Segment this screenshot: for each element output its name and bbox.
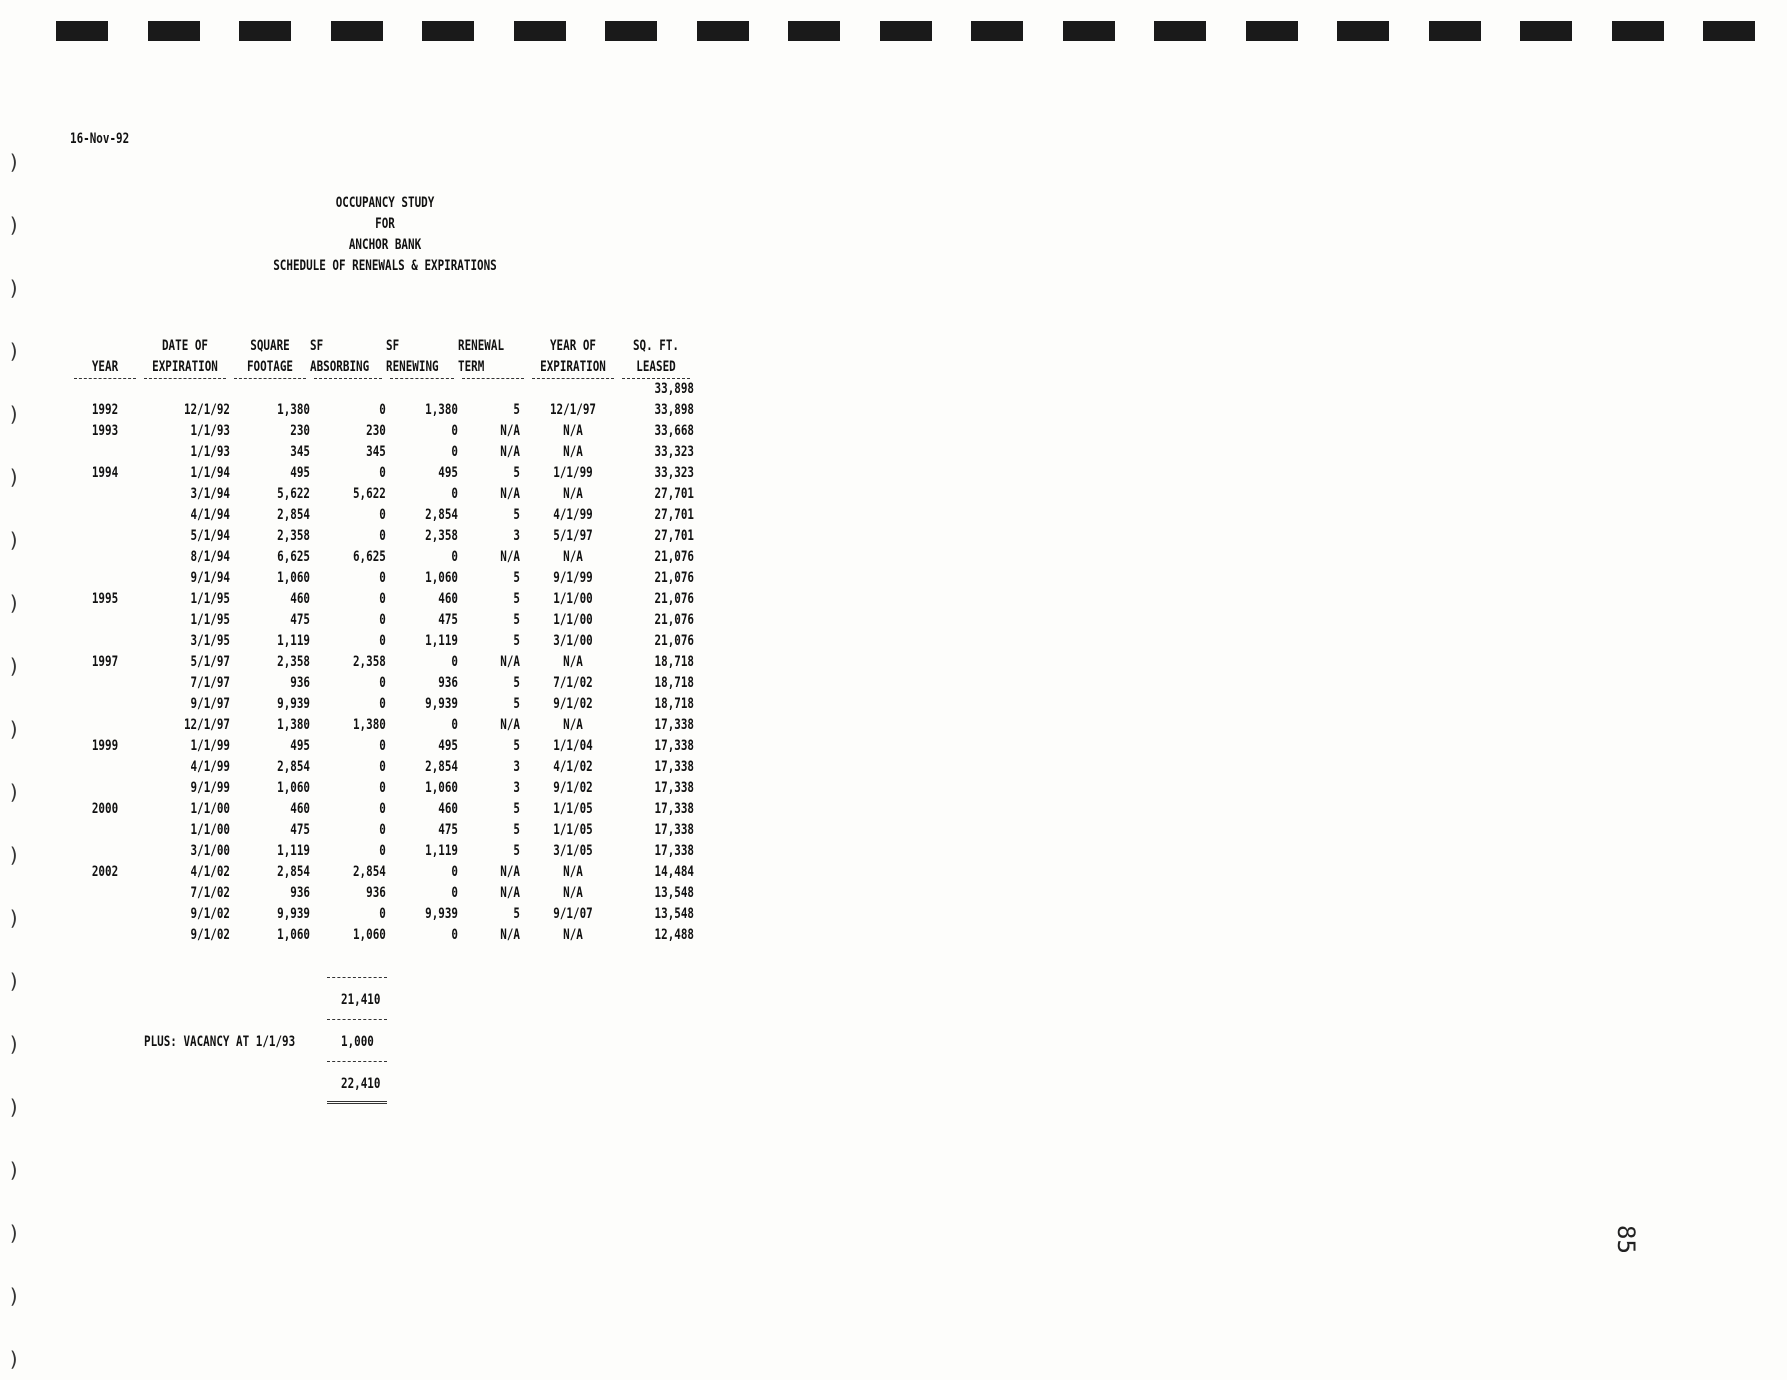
sf-renewing-cell: 1,119	[424, 843, 458, 859]
sf-absorbing-cell: 0	[379, 675, 386, 691]
sq-ft-leased-cell: 17,338	[654, 801, 694, 817]
square-footage-cell: 230	[290, 423, 310, 439]
sf-renewing-cell: 0	[451, 864, 458, 880]
renewal-term-cell: N/A	[500, 654, 520, 670]
sf-renewing-cell: 9,939	[424, 696, 458, 712]
square-footage-cell: 1,119	[277, 633, 310, 649]
table-row	[70, 736, 694, 757]
square-footage-cell: 495	[290, 465, 310, 481]
date-of-expiration-cell: 1/1/93	[190, 423, 230, 439]
sq-ft-leased-cell: 27,701	[654, 507, 694, 523]
vacancy-label: PLUS: VACANCY AT 1/1/93	[144, 1034, 296, 1050]
sf-renewing-cell: 936	[438, 675, 458, 691]
year-cell: 1994	[91, 465, 119, 481]
sf-absorbing-cell: 936	[366, 885, 386, 901]
year-cell: 1999	[91, 738, 119, 754]
table-row	[70, 505, 694, 526]
renewal-term-cell: N/A	[500, 885, 520, 901]
date-of-expiration-cell: 9/1/99	[190, 780, 230, 796]
binder-hole	[1703, 21, 1755, 41]
binder-holes	[0, 0, 1787, 60]
grand-total-double-rule	[327, 1101, 387, 1104]
year-of-expiration-cell: 4/1/02	[553, 759, 593, 775]
renewal-term-cell: 3	[513, 759, 520, 775]
binder-hole	[1154, 21, 1206, 41]
punch-mark: )	[8, 150, 21, 174]
year-cell: 1995	[91, 591, 119, 607]
table-row	[70, 778, 694, 799]
table-row	[70, 715, 694, 736]
vacancy-rule	[327, 1061, 387, 1062]
square-footage-cell: 2,854	[277, 507, 310, 523]
year-of-expiration-cell: N/A	[562, 927, 583, 943]
table-row	[70, 610, 694, 631]
year-of-expiration-cell: N/A	[562, 654, 583, 670]
binder-hole	[880, 21, 932, 41]
renewal-term-cell: 3	[513, 528, 520, 544]
binder-hole	[971, 21, 1023, 41]
sf-absorbing-cell: 0	[379, 906, 386, 922]
table-row	[70, 883, 694, 904]
punch-mark: )	[8, 276, 21, 300]
year-of-expiration-cell: 3/1/00	[553, 633, 593, 649]
date-of-expiration-cell: 1/1/95	[190, 612, 230, 628]
punch-mark: )	[8, 906, 21, 930]
sf-renewing-cell: 1,119	[424, 633, 458, 649]
table-row	[70, 799, 694, 820]
year-of-expiration-cell: 9/1/02	[553, 780, 593, 796]
sf-absorbing-cell: 0	[379, 528, 386, 544]
square-footage-cell: 936	[290, 675, 310, 691]
year-of-expiration-cell: N/A	[562, 486, 583, 502]
title-line: FOR	[375, 216, 395, 232]
binder-hole	[788, 21, 840, 41]
square-footage-cell: 475	[290, 612, 310, 628]
sf-absorbing-cell: 1,060	[352, 927, 386, 943]
sf-renewing-cell: 460	[438, 801, 458, 817]
sq-ft-leased-cell: 12,488	[654, 927, 694, 943]
table-row	[70, 694, 694, 715]
sf-absorbing-cell: 0	[379, 591, 386, 607]
header-row-1	[70, 336, 694, 357]
sf-absorbing-cell: 345	[366, 444, 386, 460]
sq-ft-leased-cell: 17,338	[654, 843, 694, 859]
date-of-expiration-cell: 1/1/95	[190, 591, 230, 607]
year-of-expiration-cell: N/A	[562, 864, 583, 880]
renewal-term-cell: N/A	[500, 864, 520, 880]
sf-absorbing-cell: 2,358	[352, 654, 386, 670]
date-of-expiration-cell: 3/1/95	[190, 633, 230, 649]
punch-mark: )	[8, 465, 21, 489]
sq-ft-leased-cell: 33,323	[654, 465, 694, 481]
sf-absorbing-cell: 0	[379, 465, 386, 481]
sf-absorbing-cell: 0	[379, 843, 386, 859]
table-row	[70, 589, 694, 610]
renewal-term-cell: 5	[513, 612, 520, 628]
subtotal-rule-2	[327, 1019, 387, 1020]
sq-ft-leased-cell: 14,484	[654, 864, 694, 880]
renewal-term-cell: 5	[513, 591, 520, 607]
vacancy-value: 1,000	[341, 1034, 374, 1050]
date-of-expiration-cell: 7/1/97	[190, 675, 230, 691]
sf-renewing-cell: 1,060	[424, 780, 458, 796]
year-of-expiration-cell: 1/1/04	[553, 738, 593, 754]
binder-hole	[1429, 21, 1481, 41]
subtotal-value: 21,410	[341, 992, 381, 1008]
year-of-expiration-cell: 9/1/07	[553, 906, 593, 922]
sf-renewing-cell: 0	[451, 654, 458, 670]
col-header: SF	[310, 338, 324, 354]
sq-ft-leased-cell: 13,548	[654, 885, 694, 901]
col-header: SQUARE	[250, 338, 290, 354]
square-footage-cell: 1,380	[277, 717, 310, 733]
col-header: TERM	[457, 359, 485, 375]
sf-renewing-cell: 0	[451, 444, 458, 460]
date-of-expiration-cell: 1/1/00	[190, 801, 230, 817]
punch-mark: )	[8, 528, 21, 552]
square-footage-cell: 2,358	[277, 528, 310, 544]
sf-renewing-cell: 2,854	[424, 507, 458, 523]
sf-absorbing-cell: 0	[379, 780, 386, 796]
punch-mark: )	[8, 1032, 21, 1056]
renewal-term-cell: 5	[513, 675, 520, 691]
sq-ft-leased-cell: 27,701	[654, 486, 694, 502]
report-title	[220, 193, 550, 277]
page-number: 85	[1612, 1225, 1640, 1254]
binder-hole	[1063, 21, 1115, 41]
renewal-term-cell: 5	[513, 738, 520, 754]
binder-hole	[239, 21, 291, 41]
punch-mark: )	[8, 654, 21, 678]
renewal-term-cell: N/A	[500, 927, 520, 943]
date-of-expiration-cell: 9/1/02	[190, 906, 230, 922]
table-row	[70, 421, 694, 442]
sf-absorbing-cell: 2,854	[352, 864, 386, 880]
sq-ft-leased-cell: 33,323	[654, 444, 694, 460]
binder-hole	[1337, 21, 1389, 41]
year-of-expiration-cell: 1/1/99	[553, 465, 593, 481]
table-row	[70, 925, 694, 946]
punch-mark: )	[8, 1158, 21, 1182]
col-header: SQ. FT.	[632, 338, 679, 354]
sq-ft-leased-cell: 17,338	[654, 717, 694, 733]
square-footage-cell: 1,380	[277, 402, 310, 418]
square-footage-cell: 6,625	[277, 549, 310, 565]
sf-renewing-cell: 1,380	[424, 402, 458, 418]
sf-absorbing-cell: 0	[379, 801, 386, 817]
renewal-term-cell: 5	[513, 570, 520, 586]
year-of-expiration-cell: N/A	[562, 717, 583, 733]
date-of-expiration-cell: 3/1/00	[190, 843, 230, 859]
renewal-term-cell: N/A	[500, 423, 520, 439]
table-row	[70, 568, 694, 589]
col-header: YEAR OF	[549, 338, 596, 354]
square-footage-cell: 936	[290, 885, 310, 901]
title-line: SCHEDULE OF RENEWALS & EXPIRATIONS	[273, 258, 497, 274]
year-of-expiration-cell: N/A	[562, 549, 583, 565]
punch-mark: )	[8, 780, 21, 804]
binder-hole	[1246, 21, 1298, 41]
year-cell: 2002	[91, 864, 119, 880]
square-footage-cell: 2,854	[277, 864, 310, 880]
date-of-expiration-cell: 4/1/94	[190, 507, 230, 523]
sq-ft-leased-cell: 21,076	[654, 612, 694, 628]
punch-mark: )	[8, 969, 21, 993]
table-row	[70, 904, 694, 925]
title-line: ANCHOR BANK	[348, 237, 422, 253]
year-of-expiration-cell: N/A	[562, 423, 583, 439]
punch-mark: )	[8, 1347, 21, 1371]
renewal-term-cell: N/A	[500, 549, 520, 565]
sf-renewing-cell: 0	[451, 927, 458, 943]
year-of-expiration-cell: 4/1/99	[553, 507, 593, 523]
date-of-expiration-cell: 1/1/93	[190, 444, 230, 460]
renewal-term-cell: N/A	[500, 444, 520, 460]
year-cell: 2000	[91, 801, 119, 817]
renewal-term-cell: 5	[513, 465, 520, 481]
date-of-expiration-cell: 5/1/94	[190, 528, 230, 544]
sf-absorbing-cell: 0	[379, 759, 386, 775]
table-row	[70, 484, 694, 505]
date-of-expiration-cell: 12/1/97	[183, 717, 230, 733]
table-row	[70, 841, 694, 862]
sf-absorbing-cell: 0	[379, 402, 386, 418]
year-of-expiration-cell: 1/1/05	[553, 801, 593, 817]
square-footage-cell: 9,939	[277, 906, 310, 922]
punch-mark: )	[8, 339, 21, 363]
binder-hole	[1612, 21, 1664, 41]
square-footage-cell: 1,060	[277, 570, 310, 586]
year-of-expiration-cell: 9/1/02	[553, 696, 593, 712]
year-cell: 1997	[91, 654, 119, 670]
grand-total-value: 22,410	[341, 1076, 381, 1092]
col-header: EXPIRATION	[152, 359, 218, 375]
binder-hole	[605, 21, 657, 41]
col-header: DATE OF	[161, 338, 209, 354]
date-of-expiration-cell: 1/1/99	[190, 738, 230, 754]
date-of-expiration-cell: 1/1/94	[190, 465, 230, 481]
sq-ft-leased-cell: 21,076	[654, 549, 694, 565]
table-row	[70, 526, 694, 547]
year-cell: 1992	[91, 402, 119, 418]
renewal-term-cell: 5	[513, 507, 520, 523]
year-of-expiration-cell: 3/1/05	[553, 843, 593, 859]
sf-renewing-cell: 0	[451, 717, 458, 733]
square-footage-cell: 345	[290, 444, 310, 460]
sf-absorbing-cell: 0	[379, 570, 386, 586]
sf-absorbing-cell: 0	[379, 696, 386, 712]
square-footage-cell: 1,119	[277, 843, 310, 859]
col-header: EXPIRATION	[539, 359, 606, 375]
col-header: YEAR	[91, 359, 119, 375]
year-of-expiration-cell: 9/1/99	[553, 570, 593, 586]
sf-absorbing-cell: 0	[379, 507, 386, 523]
opening-balance-row	[70, 379, 694, 400]
punch-mark: )	[8, 402, 21, 426]
renewal-term-cell: N/A	[500, 717, 520, 733]
date-of-expiration-cell: 9/1/97	[190, 696, 230, 712]
sf-absorbing-cell: 0	[379, 822, 386, 838]
col-header: LEASED	[636, 359, 676, 375]
sf-renewing-cell: 0	[451, 885, 458, 901]
punch-mark: )	[8, 717, 21, 741]
sf-renewing-cell: 475	[438, 612, 458, 628]
sq-ft-leased-cell: 17,338	[654, 759, 694, 775]
sf-renewing-cell: 495	[438, 465, 458, 481]
punch-mark: )	[8, 213, 21, 237]
col-header: ABSORBING	[310, 359, 370, 375]
table-row	[70, 673, 694, 694]
binder-hole	[56, 21, 108, 41]
header-row-2	[70, 357, 694, 378]
renewal-term-cell: 5	[513, 696, 520, 712]
year-of-expiration-cell: 7/1/02	[553, 675, 593, 691]
table-row	[70, 652, 694, 673]
date-of-expiration-cell: 9/1/02	[190, 927, 230, 943]
binder-hole	[422, 21, 474, 41]
sf-renewing-cell: 460	[438, 591, 458, 607]
year-of-expiration-cell: 5/1/97	[553, 528, 593, 544]
table-row	[70, 463, 694, 484]
sq-ft-leased-cell: 21,076	[654, 591, 694, 607]
sq-ft-leased-cell: 33,668	[654, 423, 694, 439]
square-footage-cell: 495	[290, 738, 310, 754]
table-row	[70, 400, 694, 421]
renewal-schedule-table	[70, 336, 694, 946]
sf-renewing-cell: 0	[451, 423, 458, 439]
title-line: OCCUPANCY STUDY	[335, 195, 435, 211]
renewal-term-cell: 5	[513, 906, 520, 922]
col-header: SF	[385, 338, 400, 354]
date-of-expiration-cell: 9/1/94	[190, 570, 230, 586]
punch-mark: )	[8, 843, 21, 867]
date-of-expiration-cell: 12/1/92	[183, 402, 230, 418]
renewal-term-cell: 5	[513, 801, 520, 817]
date-of-expiration-cell: 1/1/00	[190, 822, 230, 838]
table-row	[70, 862, 694, 883]
sf-renewing-cell: 0	[451, 549, 458, 565]
table-row	[70, 547, 694, 568]
margin-punch-marks	[0, 0, 30, 1380]
sf-renewing-cell: 9,939	[424, 906, 458, 922]
sf-absorbing-cell: 0	[379, 633, 386, 649]
sf-renewing-cell: 475	[438, 822, 458, 838]
col-header: RENEWAL	[457, 338, 504, 354]
year-of-expiration-cell: 1/1/00	[553, 612, 593, 628]
square-footage-cell: 5,622	[277, 486, 310, 502]
sf-renewing-cell: 1,060	[424, 570, 458, 586]
table-row	[70, 442, 694, 463]
square-footage-cell: 2,854	[277, 759, 310, 775]
col-header: RENEWING	[385, 359, 439, 375]
date-of-expiration-cell: 7/1/02	[190, 885, 230, 901]
punch-mark: )	[8, 1284, 21, 1308]
schedule-rows	[70, 400, 694, 946]
sq-ft-leased-cell: 17,338	[654, 822, 694, 838]
renewal-term-cell: 5	[513, 843, 520, 859]
year-cell: 1993	[91, 423, 119, 439]
sq-ft-leased-cell: 18,718	[654, 654, 694, 670]
year-of-expiration-cell: 1/1/00	[553, 591, 593, 607]
subtotal-rule	[327, 977, 387, 978]
col-header: FOOTAGE	[246, 359, 294, 375]
sf-absorbing-cell: 0	[379, 738, 386, 754]
date-stamp: 16-Nov-92	[70, 131, 130, 147]
year-of-expiration-cell: 1/1/05	[553, 822, 593, 838]
square-footage-cell: 460	[290, 591, 310, 607]
sf-absorbing-cell: 0	[379, 612, 386, 628]
table-row	[70, 757, 694, 778]
square-footage-cell: 475	[290, 822, 310, 838]
sf-renewing-cell: 2,358	[424, 528, 458, 544]
table-row	[70, 820, 694, 841]
renewal-term-cell: 5	[513, 402, 520, 418]
date-of-expiration-cell: 4/1/99	[190, 759, 230, 775]
punch-mark: )	[8, 1221, 21, 1245]
renewal-term-cell: N/A	[500, 486, 520, 502]
date-of-expiration-cell: 4/1/02	[190, 864, 230, 880]
date-of-expiration-cell: 5/1/97	[190, 654, 230, 670]
renewal-term-cell: 3	[513, 780, 520, 796]
sq-ft-leased-cell: 18,718	[654, 696, 694, 712]
binder-hole	[148, 21, 200, 41]
sq-ft-leased-cell: 21,076	[654, 570, 694, 586]
date-of-expiration-cell: 3/1/94	[190, 486, 230, 502]
binder-hole	[514, 21, 566, 41]
sf-renewing-cell: 2,854	[424, 759, 458, 775]
punch-mark: )	[8, 591, 21, 615]
punch-mark: )	[8, 1095, 21, 1119]
sq-ft-leased-cell: 21,076	[654, 633, 694, 649]
year-of-expiration-cell: N/A	[562, 885, 583, 901]
sq-ft-leased-cell: 27,701	[654, 528, 694, 544]
sq-ft-leased-cell: 18,718	[654, 675, 694, 691]
square-footage-cell: 1,060	[277, 780, 310, 796]
renewal-term-cell: 5	[513, 822, 520, 838]
opening-leased: 33,898	[654, 381, 694, 397]
binder-hole	[697, 21, 749, 41]
binder-hole	[331, 21, 383, 41]
binder-hole	[1520, 21, 1572, 41]
sf-renewing-cell: 495	[438, 738, 458, 754]
renewal-term-cell: 5	[513, 633, 520, 649]
year-of-expiration-cell: N/A	[562, 444, 583, 460]
square-footage-cell: 9,939	[277, 696, 310, 712]
square-footage-cell: 2,358	[277, 654, 310, 670]
sf-renewing-cell: 0	[451, 486, 458, 502]
date-of-expiration-cell: 8/1/94	[190, 549, 230, 565]
table-row	[70, 631, 694, 652]
sf-absorbing-cell: 1,380	[352, 717, 386, 733]
sf-absorbing-cell: 6,625	[352, 549, 386, 565]
sq-ft-leased-cell: 17,338	[654, 780, 694, 796]
square-footage-cell: 1,060	[277, 927, 310, 943]
sf-absorbing-cell: 230	[366, 423, 386, 439]
sq-ft-leased-cell: 17,338	[654, 738, 694, 754]
sf-absorbing-cell: 5,622	[352, 486, 386, 502]
year-of-expiration-cell: 12/1/97	[549, 402, 596, 418]
sq-ft-leased-cell: 33,898	[654, 402, 694, 418]
sq-ft-leased-cell: 13,548	[654, 906, 694, 922]
square-footage-cell: 460	[290, 801, 310, 817]
